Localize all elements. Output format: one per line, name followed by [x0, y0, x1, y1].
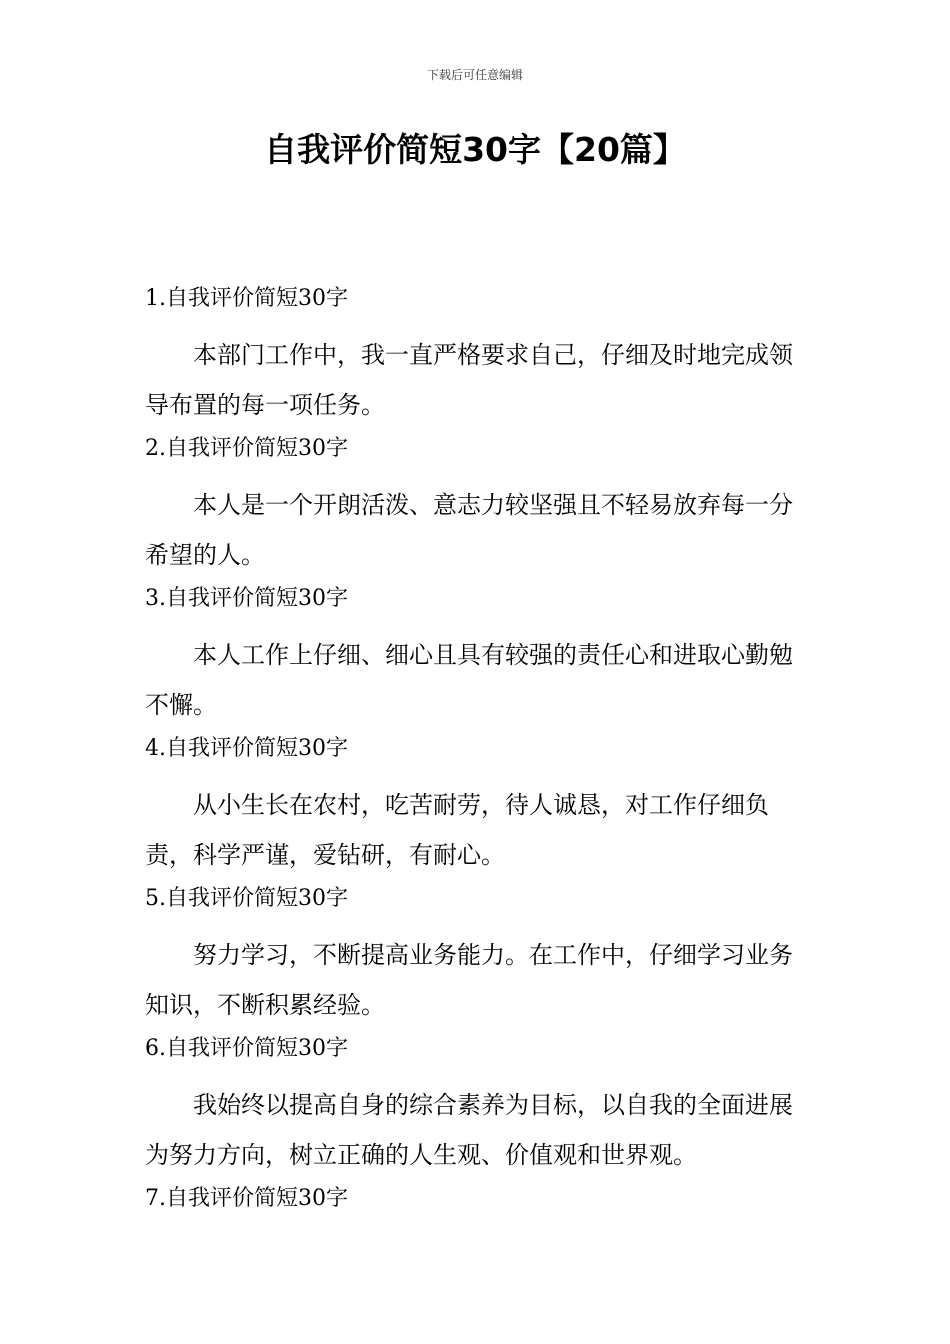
- entry-heading: 7.自我评价简短30字: [145, 1186, 348, 1211]
- entry-heading: 5.自我评价简短30字: [145, 886, 348, 911]
- entry-heading: 1.自我评价简短30字: [145, 286, 348, 311]
- document-body: [145, 280, 810, 1230]
- entry-3: [145, 580, 810, 730]
- entry-heading: 3.自我评价简短30字: [145, 586, 348, 611]
- entry-5: [145, 880, 810, 1030]
- entry-6: [145, 1030, 810, 1180]
- entry-1: [145, 280, 810, 430]
- entry-body: 本人是一个开朗活泼、意志力较坚强且不轻易放弃每一分希望的人。: [145, 491, 793, 569]
- entry-body: 从小生长在农村，吃苦耐劳，待人诚恳，对工作仔细负责，科学严谨，爱钻研，有耐心。: [145, 791, 769, 869]
- page-title: 自我评价简短30字【20篇】: [264, 130, 686, 169]
- entry-body: 我始终以提高自身的综合素养为目标，以自我的全面进展为努力方向，树立正确的人生观、价值观和世界观。: [145, 1091, 793, 1169]
- entry-heading: 2.自我评价简短30字: [145, 436, 348, 461]
- entry-body: 本部门工作中，我一直严格要求自己，仔细及时地完成领导布置的每一项任务。: [145, 341, 793, 419]
- entry-4: [145, 730, 810, 880]
- entry-7: [145, 1180, 810, 1218]
- entry-2: [145, 430, 810, 580]
- entry-heading: 4.自我评价简短30字: [145, 736, 348, 761]
- entry-body: 本人工作上仔细、细心且具有较强的责任心和进取心勤勉不懈。: [145, 641, 793, 719]
- header-note: 下载后可任意编辑: [426, 68, 523, 82]
- entry-heading: 6.自我评价简短30字: [145, 1036, 348, 1061]
- entry-body: 努力学习，不断提高业务能力。在工作中，仔细学习业务知识，不断积累经验。: [145, 941, 793, 1019]
